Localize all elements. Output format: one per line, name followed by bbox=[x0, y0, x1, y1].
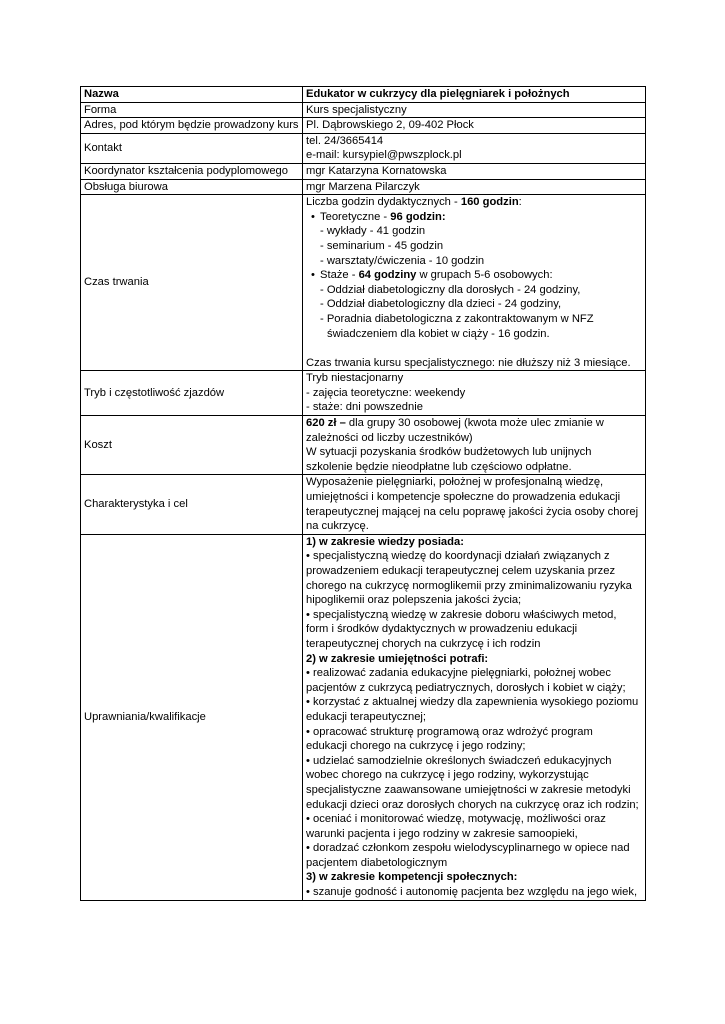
spacer bbox=[306, 341, 642, 356]
contact-cell bbox=[303, 133, 646, 163]
goal-line: na cukrzycę. bbox=[306, 520, 369, 533]
duration-internships: • Staże - 64 godziny w grupach 5-6 osobowych: bbox=[306, 268, 642, 283]
theory-item: - seminarium - 45 godzin bbox=[320, 239, 444, 252]
label-nazwa: Nazwa bbox=[81, 87, 303, 103]
qualification-line: • szanuje godność i autonomię pacjenta bez względu na jego wiek, bbox=[306, 886, 638, 899]
qualification-line: • specjalistyczną wiedzę do koordynacji działań związanych z bbox=[306, 550, 610, 563]
internship-item: - Poradnia diabetologiczna z zakontraktowanym w NFZ bbox=[320, 312, 594, 325]
qualification-line: • doradzać członkom zespołu wielodyscyplinarnego w opiece nad bbox=[306, 842, 630, 855]
theory-item: - warsztaty/ćwiczenia - 10 godzin bbox=[320, 254, 485, 267]
qualifications-cell bbox=[303, 534, 646, 900]
qualification-heading: 3) w zakresie kompetencji społecznych: bbox=[306, 871, 518, 884]
goal-line: umiejętności i kompetencje społeczne do prowadzenia edukacji bbox=[306, 491, 621, 504]
goal-line: Wyposażenie pielęgniarki, położnej w profesjonalną wiedzę, bbox=[306, 476, 604, 489]
contact-email[interactable]: e-mail: kursypiel@pwszplock.pl bbox=[306, 149, 462, 162]
goal-cell bbox=[303, 475, 646, 534]
qualification-line: hipoglikemii oraz polepszenia jakości życia; bbox=[306, 594, 522, 607]
theory-list bbox=[306, 224, 642, 268]
mode-line: - zajęcia teoretyczne: weekendy bbox=[306, 386, 466, 399]
mode-cell bbox=[303, 371, 646, 416]
row-obsluga bbox=[81, 179, 646, 195]
qualification-line: edukacji dzieci oraz dorosłych chorych na cukrzycę oraz ich rodzin; bbox=[306, 798, 639, 811]
internship-item: świadczeniem dla kobiet w ciąży - 16 godzin. bbox=[327, 327, 550, 340]
coordinator-name: mgr Katarzyna Kornatowska bbox=[303, 163, 646, 179]
course-address: Pl. Dąbrowskiego 2, 09-402 Płock bbox=[303, 118, 646, 134]
cost-price: 620 zł – bbox=[306, 417, 346, 430]
goal-line: terapeutycznej mającej na celu poprawę jakości życia osoby chorej bbox=[306, 505, 639, 518]
qualification-line: • korzystać z aktualnej wiedzy dla zapewnienia wysokiego poziomu bbox=[306, 696, 639, 709]
qualification-line: • oceniać i monitorować wiedzę, motywację, możliwości oraz bbox=[306, 813, 606, 826]
qualification-heading: 1) w zakresie wiedzy posiada: bbox=[306, 535, 464, 548]
qualification-line: pacjentem diabetologicznym bbox=[306, 856, 448, 869]
cost-cell bbox=[303, 416, 646, 475]
row-adres bbox=[81, 118, 646, 134]
qualification-line: prowadzeniem edukacji terapeutycznej celem uzyskania przez bbox=[306, 565, 616, 577]
qualification-line: edukacji terapeutycznej; bbox=[306, 710, 427, 723]
row-koordynator bbox=[81, 163, 646, 179]
qualification-line: • udzielać samodzielnie określonych świadczeń edukacyjnych bbox=[306, 754, 612, 767]
qualification-line: • specjalistyczną wiedzę w zakresie doboru właściwych metod, bbox=[306, 608, 617, 621]
label-adres: Adres, pod którym będzie prowadzony kurs bbox=[81, 118, 303, 134]
duration-cell bbox=[303, 195, 646, 371]
theory-item: - wykłady - 41 godzin bbox=[320, 225, 426, 238]
qualification-heading: 2) w zakresie umiejętności potrafi: bbox=[306, 652, 489, 665]
mode-line: - staże: dni powszednie bbox=[306, 401, 423, 414]
duration-intro: Liczba godzin dydaktycznych - 160 godzin: bbox=[306, 196, 522, 209]
qualification-line: form i środków dydaktycznych w prowadzeniu edukacji bbox=[306, 623, 578, 636]
label-charakterystyka: Charakterystyka i cel bbox=[81, 475, 303, 534]
row-czas bbox=[81, 195, 646, 371]
internship-item: - Oddział diabetologiczny dla dorosłych - 24 godziny, bbox=[320, 283, 581, 296]
cost-line: W sytuacji pozyskania środków budżetowych lub unijnych bbox=[306, 446, 592, 459]
duration-footer: Czas trwania kursu specjalistycznego: nie dłuższy niż 3 miesiące. bbox=[306, 356, 631, 369]
mode-line: Tryb niestacjonarny bbox=[306, 372, 404, 385]
qualification-line: chorego na cukrzycę normoglikemii przy zminimalizowaniu ryzyka bbox=[306, 579, 632, 592]
row-charakterystyka bbox=[81, 475, 646, 534]
internship-list bbox=[306, 283, 642, 341]
qualification-line: pacjentów z cukrzycą pediatrycznych, dorosłych i kobiet w ciąży; bbox=[306, 681, 626, 694]
qualification-line: warunki pacjenta i jego rodziny w zakresie samoopieki, bbox=[306, 827, 578, 840]
course-name: Edukator w cukrzycy dla pielęgniarek i położnych bbox=[303, 87, 646, 103]
cost-line: 620 zł – dla grupy 30 osobowej (kwota może ulec zmianie w bbox=[306, 417, 604, 430]
label-koordynator: Koordynator kształcenia podyplomowego bbox=[81, 163, 303, 179]
cost-line: zależności od liczby uczestników) bbox=[306, 431, 473, 444]
bullet-icon: • bbox=[311, 269, 315, 282]
qualification-line: wobec chorego na cukrzycę i jego rodziny, wykorzystując bbox=[306, 769, 589, 782]
label-czas: Czas trwania bbox=[81, 195, 303, 371]
cost-line: szkolenie będzie nieodpłatne lub częściowo odpłatne. bbox=[306, 460, 572, 473]
row-uprawnienia bbox=[81, 534, 646, 900]
label-kontakt: Kontakt bbox=[81, 133, 303, 163]
duration-theory: • Teoretyczne - 96 godzin: bbox=[306, 210, 642, 225]
label-koszt: Koszt bbox=[81, 416, 303, 475]
row-koszt bbox=[81, 416, 646, 475]
qualification-line: • opracować strukturę programową oraz wdrożyć program bbox=[306, 725, 593, 738]
qualification-line: • realizować zadania edukacyjne pielęgniarki, położnej wobec bbox=[306, 667, 611, 680]
row-tryb bbox=[81, 371, 646, 416]
label-forma: Forma bbox=[81, 102, 303, 118]
contact-phone: tel. 24/3665414 bbox=[306, 134, 384, 147]
label-obsluga: Obsługa biurowa bbox=[81, 179, 303, 195]
internship-item: - Oddział diabetologiczny dla dzieci - 24 godziny, bbox=[320, 298, 562, 311]
row-forma bbox=[81, 102, 646, 118]
label-tryb: Tryb i częstotliwość zjazdów bbox=[81, 371, 303, 416]
label-uprawnienia: Uprawniania/kwalifikacje bbox=[81, 534, 303, 900]
bullet-icon: • bbox=[311, 210, 315, 223]
qualification-line: terapeutycznej chorych na cukrzycę i ich rodzin bbox=[306, 637, 541, 650]
row-nazwa bbox=[81, 87, 646, 103]
office-name: mgr Marzena Pilarczyk bbox=[303, 179, 646, 195]
qualification-line: edukacji chorego na cukrzycę i jego rodziny; bbox=[306, 740, 526, 753]
qualification-line: specjalistyczne zaawansowane umiejętności w zakresie metodyki bbox=[306, 783, 631, 796]
course-form: Kurs specjalistyczny bbox=[303, 102, 646, 118]
course-info-table bbox=[80, 86, 646, 901]
row-kontakt bbox=[81, 133, 646, 163]
